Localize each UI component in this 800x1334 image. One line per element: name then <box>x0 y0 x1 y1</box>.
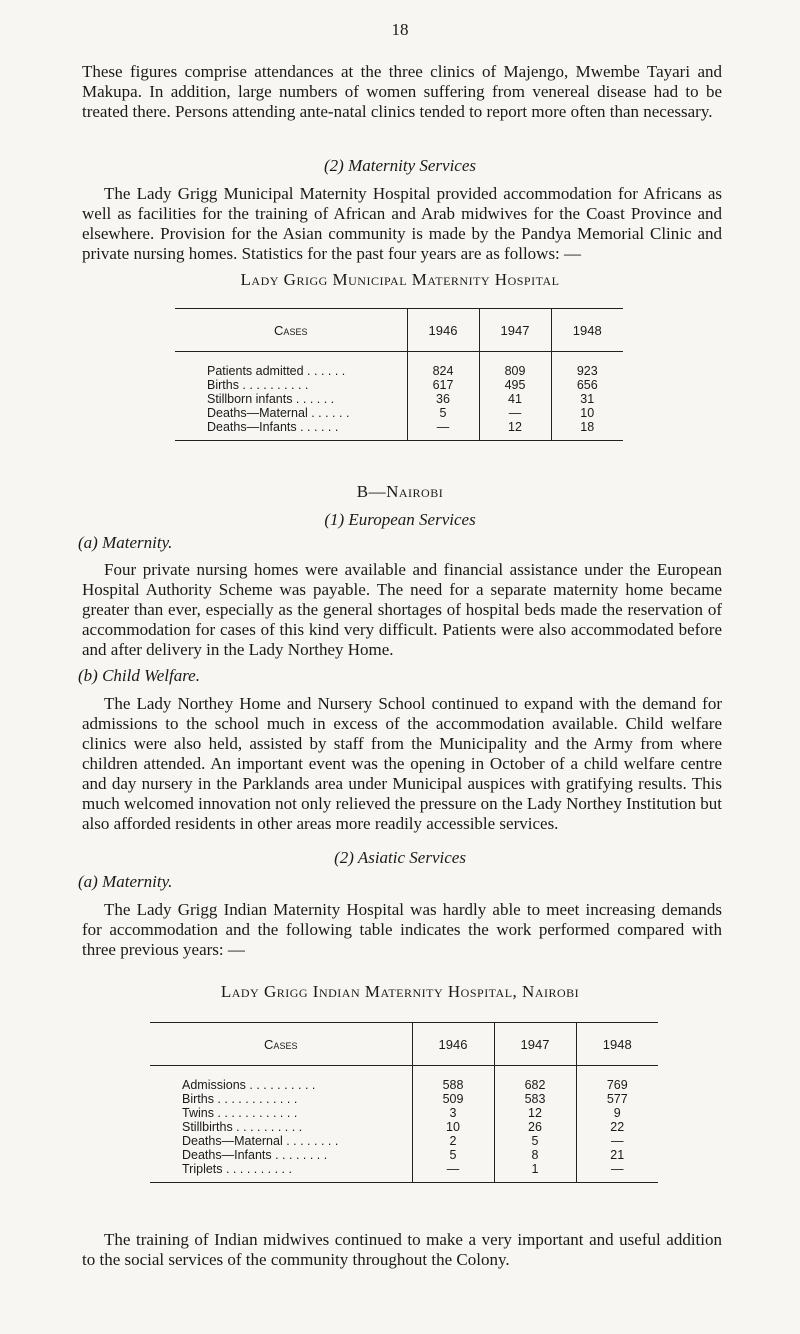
table-row <box>175 392 623 406</box>
cell-1948: 923 <box>551 352 623 379</box>
cell-1947: — <box>479 406 551 420</box>
child-welfare-subhead: (b) Child Welfare. <box>78 666 200 685</box>
cell-1947: 583 <box>494 1092 576 1106</box>
cell-1948: 577 <box>576 1092 658 1106</box>
cell-1948: — <box>576 1162 658 1183</box>
table2-header-1948: 1948 <box>576 1023 658 1066</box>
cell-1948: 656 <box>551 378 623 392</box>
child-welfare-paragraph: The Lady Northey Home and Nursery School continued to expand with the demand for admissions to the school much in excess of the accommodation available. Child welfare clinics were also held, assisted by staff from the Municipality and the Army from where children attended. An important event was the opening in October of a child welfare centre and day nursery in the Parklands area under Municipal auspices with gratifying results. This much welcomed innovation not only relieved the pressure on the Lady Northey Institution but also afforded residents in other areas more readily accessible services. <box>82 694 722 833</box>
table-row <box>150 1134 658 1148</box>
table-row <box>175 352 623 379</box>
table2-header-1946: 1946 <box>412 1023 494 1066</box>
cell-1948: 9 <box>576 1106 658 1120</box>
table-lady-grigg-indian <box>150 1022 658 1183</box>
row-label: Triplets . . . . . . . . . . <box>182 1162 292 1176</box>
table-row <box>150 1092 658 1106</box>
table-row <box>150 1106 658 1120</box>
closing-paragraph: The training of Indian midwives continued to make a very important and useful addition to the social services of the community throughout the Colony. <box>82 1230 722 1269</box>
row-label: Stillbirths . . . . . . . . . . <box>182 1120 303 1134</box>
row-label: Patients admitted . . . . . . <box>207 364 346 378</box>
table1-header-row <box>175 309 623 352</box>
table1-header-cases: Cases <box>175 309 407 352</box>
asiatic-services-heading: (2) Asiatic Services <box>334 848 466 867</box>
cell-1946: 824 <box>407 352 479 379</box>
row-label: Deaths—Infants . . . . . . . . <box>182 1148 328 1162</box>
asiatic-maternity-subhead: (a) Maternity. <box>78 872 173 891</box>
cell-1947: 1 <box>494 1162 576 1183</box>
table2-header-row <box>150 1023 658 1066</box>
table2-title: Lady Grigg Indian Maternity Hospital, Nairobi <box>220 982 580 1001</box>
cell-1946: 10 <box>412 1120 494 1134</box>
table-row <box>175 378 623 392</box>
row-label: Twins . . . . . . . . . . . . <box>182 1106 298 1120</box>
cell-1946: — <box>412 1162 494 1183</box>
row-label: Deaths—Infants . . . . . . <box>207 420 339 434</box>
cell-1948: 22 <box>576 1120 658 1134</box>
table-row <box>150 1162 658 1183</box>
row-label: Stillborn infants . . . . . . <box>207 392 335 406</box>
cell-1947: 12 <box>479 420 551 441</box>
cell-1948: — <box>576 1134 658 1148</box>
intro-paragraph: These figures comprise attendances at the three clinics of Majengo, Mwembe Tayari and Makupa. In addition, large numbers of women suffering from venereal disease had to be treated there. Persons attending ante-natal clinics tended to report more often than necessary. <box>82 62 722 121</box>
maternity-services-heading: (2) Maternity Services <box>324 156 476 175</box>
cell-1946: 36 <box>407 392 479 406</box>
table1-title: Lady Grigg Municipal Maternity Hospital <box>240 270 560 289</box>
cell-1947: 495 <box>479 378 551 392</box>
cell-1947: 12 <box>494 1106 576 1120</box>
row-label: Deaths—Maternal . . . . . . . . <box>182 1134 339 1148</box>
cell-1946: 588 <box>412 1066 494 1093</box>
cell-1946: 617 <box>407 378 479 392</box>
cell-1947: 809 <box>479 352 551 379</box>
row-label: Births . . . . . . . . . . <box>207 378 309 392</box>
table2-header-1947: 1947 <box>494 1023 576 1066</box>
table-row <box>150 1066 658 1093</box>
cell-1947: 26 <box>494 1120 576 1134</box>
row-label: Births . . . . . . . . . . . . <box>182 1092 298 1106</box>
table-row <box>175 420 623 441</box>
table1-header-1947: 1947 <box>479 309 551 352</box>
cell-1946: 509 <box>412 1092 494 1106</box>
cell-1946: — <box>407 420 479 441</box>
row-label: Admissions . . . . . . . . . . <box>182 1078 316 1092</box>
table1-header-1948: 1948 <box>551 309 623 352</box>
european-services-heading: (1) European Services <box>324 510 476 529</box>
cell-1948: 31 <box>551 392 623 406</box>
table-lady-grigg-municipal <box>175 308 623 441</box>
nairobi-heading: B—Nairobi <box>356 482 444 501</box>
cell-1946: 2 <box>412 1134 494 1148</box>
cell-1947: 5 <box>494 1134 576 1148</box>
euro-maternity-paragraph: Four private nursing homes were available and financial assistance under the European Hospital Authority Scheme was payable. The need for a separate maternity home became greater than ever, especially as the general shortages of hospital beds made the reservation of accommodation for cases of this kind very difficult. Patients were also accommodated before and after delivery in the Lady Northey Home. <box>82 560 722 659</box>
page-number: 18 <box>391 20 409 39</box>
table-row <box>150 1148 658 1162</box>
cell-1946: 5 <box>407 406 479 420</box>
cell-1948: 769 <box>576 1066 658 1093</box>
euro-maternity-subhead: (a) Maternity. <box>78 533 173 552</box>
cell-1948: 21 <box>576 1148 658 1162</box>
cell-1946: 3 <box>412 1106 494 1120</box>
cell-1947: 8 <box>494 1148 576 1162</box>
maternity-paragraph: The Lady Grigg Municipal Maternity Hospital provided accommodation for Africans as well as facilities for the training of African and Arab midwives for the Coast Province and elsewhere. Provision for the Asian community is made by the Pandya Memorial Clinic and private nursing homes. Statistics for the past four years are as follows: — <box>82 184 722 263</box>
cell-1947: 682 <box>494 1066 576 1093</box>
row-label: Deaths—Maternal . . . . . . <box>207 406 350 420</box>
cell-1948: 18 <box>551 420 623 441</box>
table-row <box>175 406 623 420</box>
table-row <box>150 1120 658 1134</box>
table2-header-cases: Cases <box>150 1023 412 1066</box>
cell-1946: 5 <box>412 1148 494 1162</box>
cell-1947: 41 <box>479 392 551 406</box>
table1-header-1946: 1946 <box>407 309 479 352</box>
asiatic-maternity-paragraph: The Lady Grigg Indian Maternity Hospital was hardly able to meet increasing demands for accommodation and the following table indicates the work performed compared with three previous years: — <box>82 900 722 959</box>
cell-1948: 10 <box>551 406 623 420</box>
